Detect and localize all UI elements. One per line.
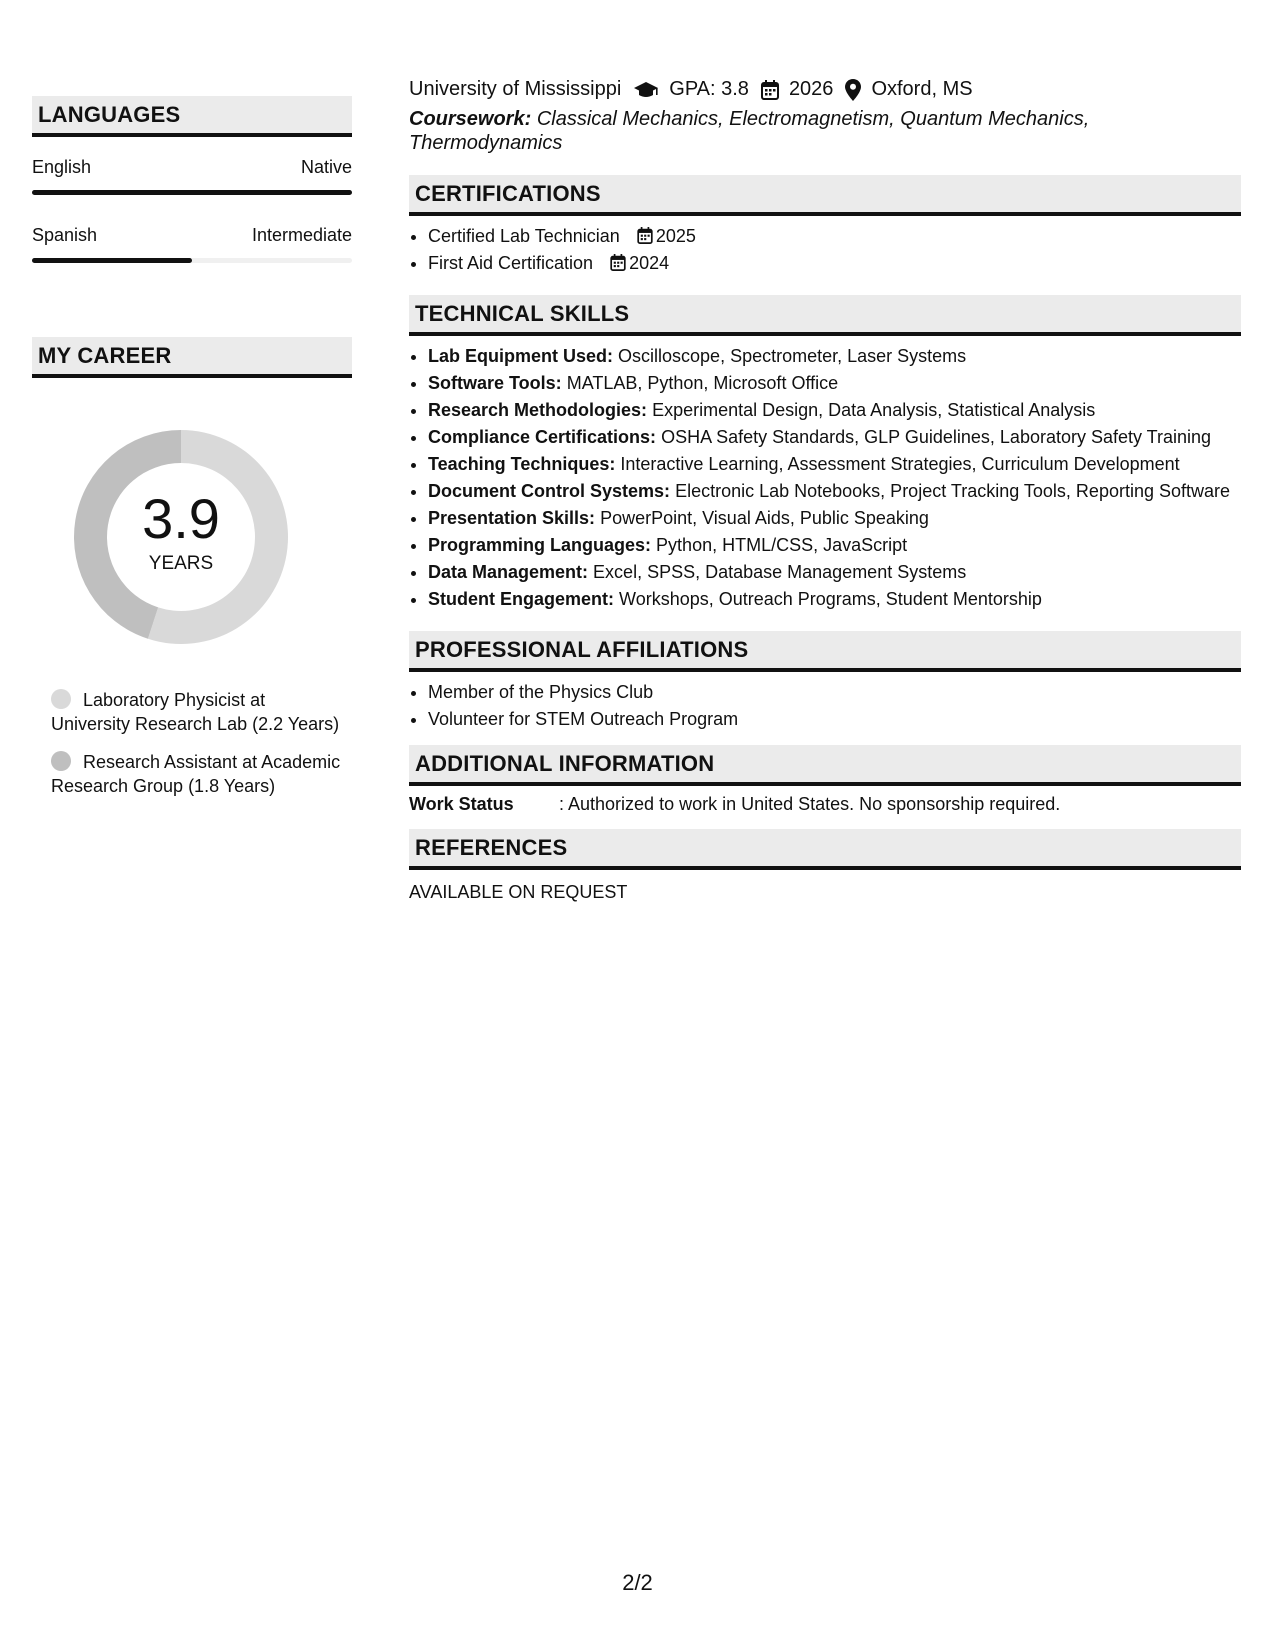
skill-item [428, 425, 1241, 449]
skill-item [428, 344, 1241, 368]
career-donut-chart [66, 422, 296, 652]
affiliations-section [409, 631, 1241, 731]
skill-value: Python, HTML/CSS, JavaScript [656, 535, 908, 555]
coursework-list: Classical Mechanics, Electromagnetism, Quantum Mechanics, Thermodynamics [409, 108, 1090, 154]
skill-item [428, 452, 1241, 476]
certification-item [428, 251, 1241, 275]
work-status-row [409, 794, 1241, 815]
language-proficiency-bar [32, 190, 352, 195]
certifications-section [409, 175, 1241, 275]
skill-value: Electronic Lab Notebooks, Project Tracking Tools, Reporting Software [675, 481, 1231, 501]
coursework-label: Coursework: [409, 108, 532, 130]
career-heading: MY CAREER [32, 337, 352, 378]
calendar-icon [610, 254, 626, 271]
skill-item [428, 506, 1241, 530]
skill-value: PowerPoint, Visual Aids, Public Speaking [600, 508, 929, 528]
skill-item [428, 398, 1241, 422]
skill-label: Lab Equipment Used: [428, 346, 614, 366]
page-number: 2/2 [622, 1570, 653, 1595]
calendar-icon [761, 80, 779, 100]
graduation-cap-icon [633, 80, 659, 100]
left-column [32, 96, 352, 812]
legend-label: Laboratory Physicist at University Research Lab (2.2 Years) [51, 690, 340, 734]
affiliations-heading: PROFESSIONAL AFFILIATIONS [409, 631, 1241, 672]
skill-value: Excel, SPSS, Database Management Systems [593, 562, 967, 582]
skill-value: Experimental Design, Data Analysis, Statistical Analysis [652, 400, 1096, 420]
legend-label: Research Assistant at Academic Research Group (1.8 Years) [51, 752, 341, 796]
skills-list [409, 344, 1241, 611]
career-legend [51, 688, 341, 798]
additional-heading: ADDITIONAL INFORMATION [409, 745, 1241, 786]
skills-heading: TECHNICAL SKILLS [409, 295, 1241, 336]
language-level: Intermediate [251, 225, 352, 245]
skill-value: OSHA Safety Standards, GLP Guidelines, Laboratory Safety Training [661, 427, 1212, 447]
language-name: English [32, 157, 92, 177]
language-item [32, 225, 352, 263]
location: Oxford, MS [871, 78, 973, 100]
certification-year: 2025 [655, 226, 696, 246]
career-total-value: 3.9 [142, 487, 220, 550]
language-item [32, 157, 352, 195]
skill-label: Programming Languages: [428, 535, 652, 555]
skill-item [428, 371, 1241, 395]
references-heading: REFERENCES [409, 829, 1241, 870]
affiliation-item: • Member of the Physics Club [428, 680, 1241, 704]
career-total-unit: YEARS [148, 553, 214, 574]
skill-item [428, 533, 1241, 557]
graduation-year: 2026 [788, 78, 834, 100]
skill-label: Teaching Techniques: [428, 454, 616, 474]
skill-value: MATLAB, Python, Microsoft Office [566, 373, 839, 393]
school-name: University of Mississippi [409, 78, 622, 100]
language-proficiency-fill [32, 190, 352, 195]
skill-label: Document Control Systems: [428, 481, 671, 501]
language-level: Native [300, 157, 352, 177]
skill-label: Software Tools: [428, 373, 562, 393]
coursework [409, 107, 1241, 155]
skill-label: Compliance Certifications: [428, 427, 657, 447]
skill-label: Data Management: [428, 562, 589, 582]
skill-label: Student Engagement: [428, 589, 615, 609]
language-proficiency-bar [32, 258, 352, 263]
skill-item [428, 479, 1241, 503]
certification-name: Certified Lab Technician [428, 226, 620, 246]
additional-section [409, 745, 1241, 815]
work-status-value: : Authorized to work in United States. No sponsorship required. [559, 794, 1061, 814]
skill-label: Research Methodologies: [428, 400, 648, 420]
skill-item [428, 587, 1241, 611]
work-status-label: Work Status [409, 794, 514, 814]
gpa: GPA: 3.8 [669, 78, 749, 100]
certification-item [428, 224, 1241, 248]
skill-value: Workshops, Outreach Programs, Student Mentorship [619, 589, 1042, 609]
legend-dot [51, 751, 71, 771]
legend-item [51, 688, 341, 736]
legend-item [51, 750, 341, 798]
language-name: Spanish [32, 225, 98, 245]
skill-value: Oscilloscope, Spectrometer, Laser Systems [618, 346, 967, 366]
references-text: AVAILABLE ON REQUEST [409, 882, 628, 902]
education-line [409, 78, 1241, 101]
affiliation-item: • Volunteer for STEM Outreach Program [428, 707, 1241, 731]
references-section [409, 829, 1241, 903]
certification-name: First Aid Certification [428, 253, 594, 273]
right-column [409, 78, 1241, 903]
legend-dot [51, 689, 71, 709]
certifications-heading: CERTIFICATIONS [409, 175, 1241, 216]
skill-item [428, 560, 1241, 584]
languages-heading: LANGUAGES [32, 96, 352, 137]
location-pin-icon [845, 79, 861, 101]
skill-label: Presentation Skills: [428, 508, 596, 528]
skill-value: Interactive Learning, Assessment Strategies, Curriculum Development [620, 454, 1180, 474]
language-proficiency-fill [32, 258, 192, 263]
skills-section [409, 295, 1241, 611]
calendar-icon [637, 227, 653, 244]
certification-year: 2024 [629, 253, 670, 273]
